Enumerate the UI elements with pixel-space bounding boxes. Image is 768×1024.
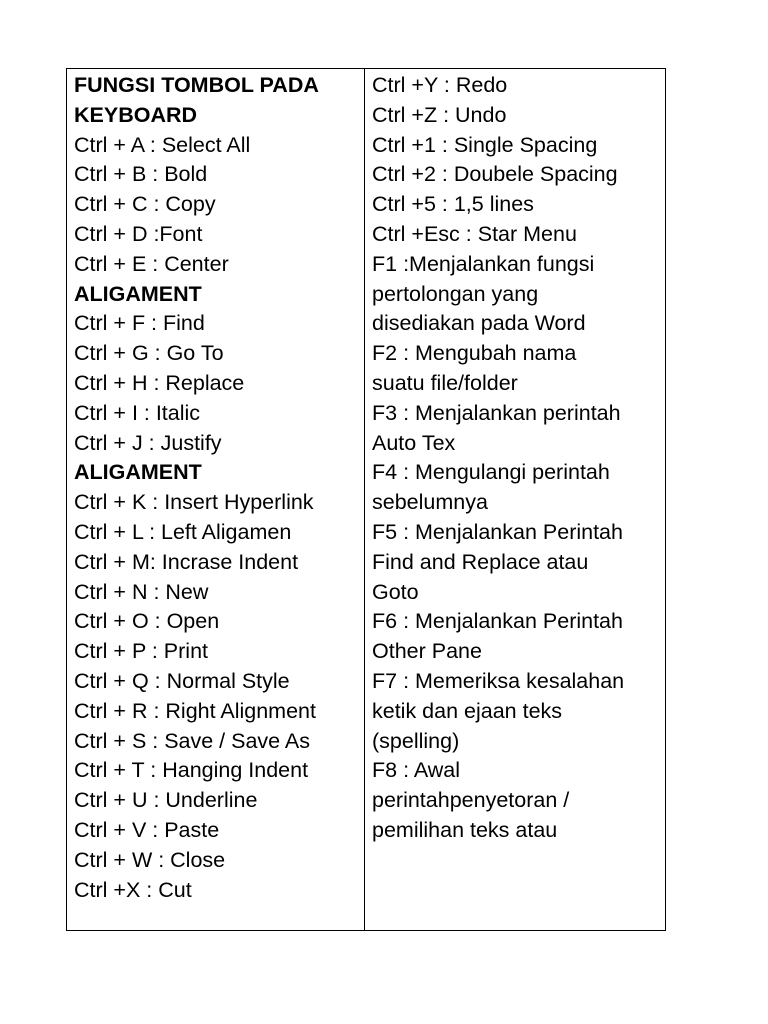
shortcut-line: suatu file/folder — [372, 370, 518, 395]
section-heading: KEYBOARD — [74, 102, 198, 127]
section-heading: ALIGAMENT — [74, 281, 202, 306]
shortcut-line: Ctrl + I : Italic — [74, 400, 201, 425]
shortcut-line: F8 : Awal — [372, 758, 461, 783]
shortcut-line: Ctrl + W : Close — [74, 847, 226, 872]
shortcut-line: Ctrl + A : Select All — [74, 132, 251, 157]
shortcut-line: Find and Replace atau — [372, 549, 589, 574]
shortcut-line: Ctrl +2 : Doubele Spacing — [372, 162, 618, 187]
shortcut-line: Ctrl +1 : Single Spacing — [372, 132, 598, 157]
shortcut-line: Ctrl + G : Go To — [74, 341, 224, 366]
shortcut-line: Ctrl + H : Replace — [74, 370, 245, 395]
shortcut-line: sebelumnya — [372, 490, 488, 515]
shortcut-line: Ctrl + E : Center — [74, 251, 229, 276]
shortcut-line: Ctrl + S : Save / Save As — [74, 728, 311, 753]
left-column-cell — [67, 69, 365, 931]
shortcut-line: Ctrl + D :Font — [74, 221, 203, 246]
shortcut-line: Ctrl +X : Cut — [74, 877, 192, 902]
shortcut-line: Ctrl +Y : Redo — [372, 73, 508, 97]
shortcut-line: ketik dan ejaan teks — [372, 698, 563, 723]
shortcut-line: disediakan pada Word — [372, 311, 586, 336]
shortcut-line: Ctrl + Q : Normal Style — [74, 668, 290, 693]
shortcut-table — [66, 68, 666, 931]
shortcut-line: pertolongan yang — [372, 281, 539, 306]
shortcut-line: F4 : Mengulangi perintah — [372, 460, 610, 485]
shortcut-line: Ctrl + L : Left Aligamen — [74, 519, 292, 544]
shortcut-line: Ctrl +5 : 1,5 lines — [372, 192, 534, 217]
section-heading: ALIGAMENT — [74, 460, 202, 485]
shortcut-line: F3 : Menjalankan perintah — [372, 400, 621, 425]
shortcut-line: F7 : Memeriksa kesalahan — [372, 668, 625, 693]
shortcut-line: Ctrl + M: Incrase Indent — [74, 549, 299, 574]
shortcut-line: Ctrl + U : Underline — [74, 788, 258, 813]
section-heading: FUNGSI TOMBOL PADA — [74, 73, 319, 97]
shortcut-line: perintahpenyetoran / — [372, 788, 570, 813]
shortcut-line: Ctrl + F : Find — [74, 311, 205, 336]
right-column-lines — [365, 69, 665, 846]
shortcut-line: Ctrl + J : Justify — [74, 430, 222, 455]
shortcut-line: Ctrl +Esc : Star Menu — [372, 221, 577, 246]
shortcut-line: Ctrl + P : Print — [74, 639, 209, 664]
table-row — [67, 69, 666, 931]
shortcut-line: Ctrl + C : Copy — [74, 192, 216, 217]
shortcut-line: F1 :Menjalankan fungsi — [372, 251, 595, 276]
shortcut-line: Ctrl + K : Insert Hyperlink — [74, 490, 314, 515]
shortcut-line: F6 : Menjalankan Perintah — [372, 609, 623, 634]
right-column-cell — [365, 69, 666, 931]
shortcut-line: Auto Tex — [372, 430, 456, 455]
shortcut-line: Ctrl + N : New — [74, 579, 209, 604]
shortcut-line: Ctrl +Z : Undo — [372, 102, 507, 127]
shortcut-line: Ctrl + T : Hanging Indent — [74, 758, 309, 783]
shortcut-line: Ctrl + B : Bold — [74, 162, 208, 187]
shortcut-line: pemilihan teks atau — [372, 817, 558, 842]
shortcut-line: Ctrl + V : Paste — [74, 817, 220, 842]
shortcut-line: Goto — [372, 579, 419, 604]
shortcut-line: F5 : Menjalankan Perintah — [372, 519, 623, 544]
shortcut-line: (spelling) — [372, 728, 460, 753]
left-column-lines — [67, 69, 364, 905]
shortcut-line: Other Pane — [372, 639, 482, 664]
shortcut-line: F2 : Mengubah nama — [372, 341, 577, 366]
shortcut-line: Ctrl + O : Open — [74, 609, 220, 634]
shortcut-line: Ctrl + R : Right Alignment — [74, 698, 316, 723]
